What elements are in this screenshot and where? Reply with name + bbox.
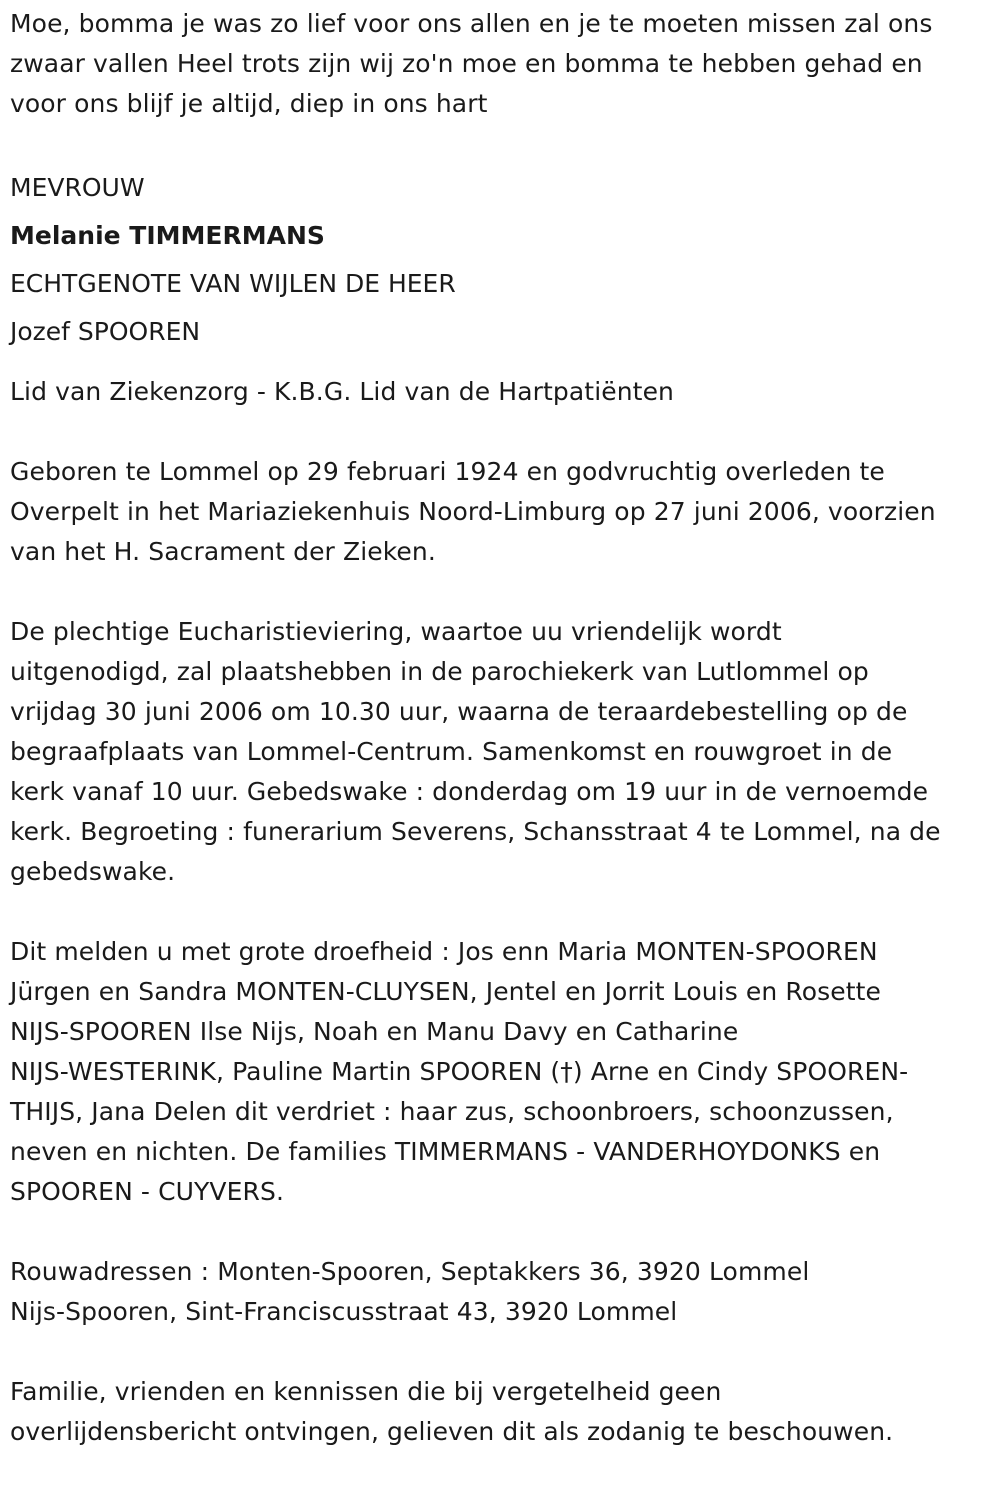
addresses-paragraph [10,1252,992,1332]
membership-line: Lid van Ziekenzorg - K.B.G. Lid van de Hartpatiënten [10,377,674,406]
text-line: gebedswake. [10,857,176,886]
text-line: Jürgen en Sandra MONTEN-CLUYSEN, Jentel en Jorrit Louis en Rosette [10,977,882,1006]
text-line: vrijdag 30 juni 2006 om 10.30 uur, waarna de teraardebestelling op de [10,697,908,726]
text-line: NIJS-WESTERINK, Pauline Martin SPOOREN (†) Arne en Cindy SPOOREN- [10,1057,909,1086]
text-line: overlijdensbericht ontvingen, gelieven dit als zodanig te beschouwen. [10,1417,894,1446]
text-line: Nijs-Spooren, Sint-Franciscusstraat 43, 3920 Lommel [10,1297,678,1326]
text-line: uitgenodigd, zal plaatshebben in de parochiekerk van Lutlommel op [10,657,869,686]
text-line: neven en nichten. De families TIMMERMANS - VANDERHOYDONKS en [10,1137,881,1166]
deceased-name: Melanie TIMMERMANS [10,221,325,250]
text-line: kerk vanaf 10 uur. Gebedswake : donderdag om 19 uur in de vernoemde [10,777,929,806]
text-line: Moe, bomma je was zo lief voor ons allen en je te moeten missen zal ons [10,9,933,38]
text-line: Rouwadressen : Monten-Spooren, Septakkers 36, 3920 Lommel [10,1257,810,1286]
text-line: NIJS-SPOOREN Ilse Nijs, Noah en Manu Davy en Catharine [10,1017,739,1046]
text-line: Familie, vrienden en kennissen die bij vergetelheid geen [10,1377,722,1406]
birth-death-paragraph [10,452,992,572]
deceased-header [10,164,992,356]
closing-paragraph [10,1372,992,1452]
family-paragraph [10,932,992,1212]
text-line: kerk. Begroeting : funerarium Severens, Schansstraat 4 te Lommel, na de [10,817,941,846]
text-line: zwaar vallen Heel trots zijn wij zo'n moe en bomma te hebben gehad en [10,49,923,78]
text-line: De plechtige Eucharistieviering, waartoe uu vriendelijk wordt [10,617,782,646]
text-line: SPOOREN - CUYVERS. [10,1177,284,1206]
spouse-name: Jozef SPOOREN [10,317,201,346]
text-line: voor ons blijf je altijd, diep in ons hart [10,89,488,118]
intro-paragraph [10,4,992,124]
obituary-document [10,0,992,1452]
text-line: Overpelt in het Mariaziekenhuis Noord-Limburg op 27 juni 2006, voorzien [10,497,936,526]
text-line: van het H. Sacrament der Zieken. [10,537,436,566]
text-line: Dit melden u met grote droefheid : Jos enn Maria MONTEN-SPOOREN [10,937,878,966]
text-line: begraafplaats van Lommel-Centrum. Samenkomst en rouwgroet in de [10,737,893,766]
text-line: Geboren te Lommel op 29 februari 1924 en godvruchtig overleden te [10,457,885,486]
title-label: MEVROUW [10,173,145,202]
ceremony-paragraph [10,612,992,892]
spouse-label: ECHTGENOTE VAN WIJLEN DE HEER [10,269,456,298]
text-line: THIJS, Jana Delen dit verdriet : haar zus, schoonbroers, schoonzussen, [10,1097,894,1126]
